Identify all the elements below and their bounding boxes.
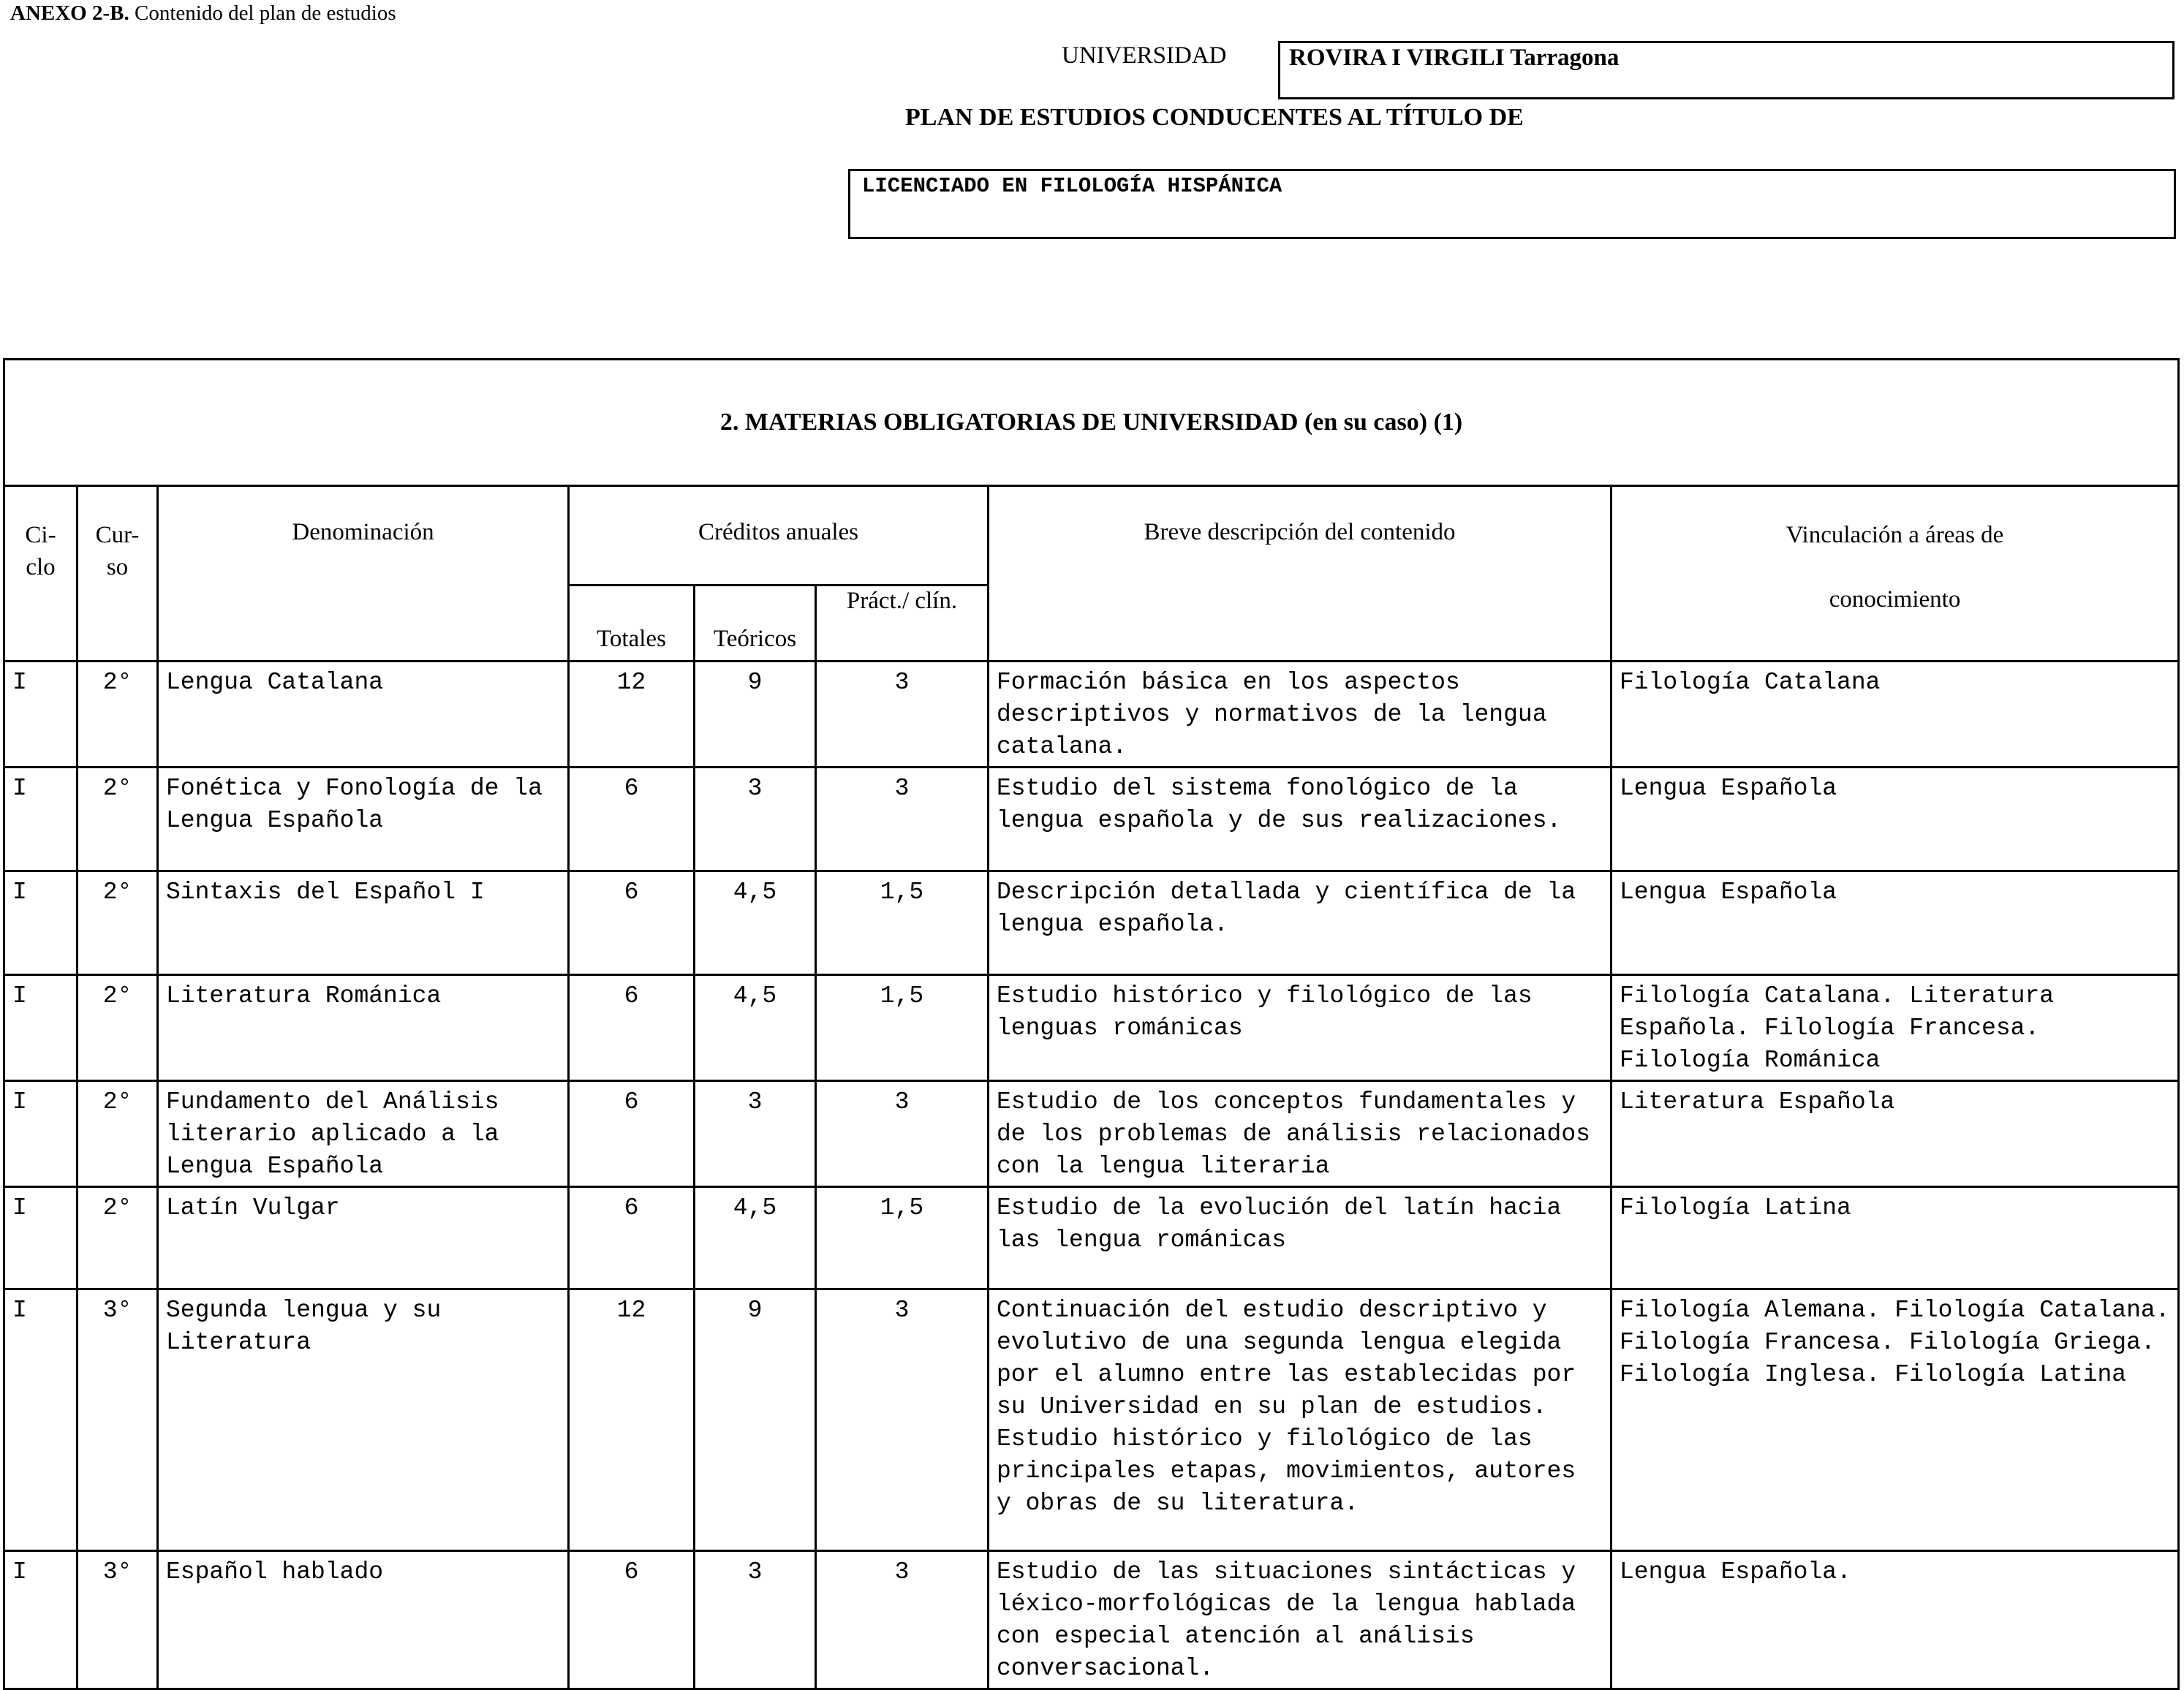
teoricos-cell: 4,5: [695, 975, 816, 1081]
plan-label: PLAN DE ESTUDIOS CONDUCENTES AL TÍTULO DE: [905, 104, 1524, 131]
curso-cell: 2°: [78, 662, 158, 768]
annex-title: Contenido del plan de estudios: [134, 1, 396, 25]
curso-cell: 2°: [78, 871, 158, 975]
denominacion-cell: Fonética y Fonología de la Lengua Española: [158, 768, 569, 871]
vinculacion-line-2: conocimiento: [1829, 586, 1961, 613]
curso-cell: 2°: [78, 1081, 158, 1187]
column-header-totales: Totales: [569, 586, 695, 662]
ciclo-cell: I: [4, 1081, 78, 1187]
denominacion-cell: Lengua Catalana: [158, 662, 569, 768]
totales-cell: 6: [569, 975, 695, 1081]
teoricos-cell: 9: [695, 1289, 816, 1551]
totales-cell: 6: [569, 768, 695, 871]
column-header-ciclo: Ci- clo: [4, 486, 78, 662]
totales-cell: 12: [569, 662, 695, 768]
teoricos-cell: 3: [695, 768, 816, 871]
totales-cell: 6: [569, 1081, 695, 1187]
practicos-cell: 1,5: [816, 975, 989, 1081]
descripcion-cell: Estudio histórico y filológico de las lenguas románicas: [989, 975, 1611, 1081]
vinculacion-cell: Lengua Española: [1611, 768, 2179, 871]
descripcion-cell: Estudio de los conceptos fundamentales y de los problemas de análisis relacionados con la lengua literaria: [989, 1081, 1611, 1187]
practicos-cell: 3: [816, 1289, 989, 1551]
descripcion-cell: Descripción detallada y científica de la lengua española.: [989, 871, 1611, 975]
descripcion-cell: Estudio del sistema fonológico de la lengua española y de sus realizaciones.: [989, 768, 1611, 871]
descripcion-cell: Formación básica en los aspectos descriptivos y normativos de la lengua catalana.: [989, 662, 1611, 768]
practicos-cell: 1,5: [816, 1187, 989, 1289]
vinculacion-cell: Lengua Española.: [1611, 1551, 2179, 1689]
degree-name: LICENCIADO EN FILOLOGÍA HISPÁNICA: [862, 174, 1282, 198]
materias-table: [3, 358, 2180, 1690]
column-header-practicos: Práct./ clín.: [816, 586, 989, 662]
ciclo-cell: I: [4, 1289, 78, 1551]
column-header-curso: Cur- so: [78, 486, 158, 662]
university-name: ROVIRA I VIRGILI Tarragona: [1289, 45, 1620, 71]
ciclo-cell: I: [4, 768, 78, 871]
column-header-denominacion: Denominación: [158, 486, 569, 662]
descripcion-cell: Estudio de la evolución del latín hacia las lengua románicas: [989, 1187, 1611, 1289]
vinculacion-cell: Lengua Española: [1611, 871, 2179, 975]
ciclo-cell: I: [4, 871, 78, 975]
column-header-teoricos: Teóricos: [695, 586, 816, 662]
vinculacion-cell: Filología Catalana. Literatura Española. Filología Francesa. Filología Románica: [1611, 975, 2179, 1081]
practicos-cell: 3: [816, 1551, 989, 1689]
denominacion-cell: Literatura Románica: [158, 975, 569, 1081]
annex-number: ANEXO 2-B.: [10, 1, 129, 25]
vinculacion-line-1: Vinculación a áreas de: [1786, 522, 2004, 548]
university-box: [1278, 41, 2174, 99]
curso-cell: 2°: [78, 768, 158, 871]
practicos-cell: 3: [816, 1081, 989, 1187]
totales-cell: 6: [569, 871, 695, 975]
university-label: UNIVERSIDAD: [1062, 42, 1227, 69]
table-row: [4, 1187, 2179, 1289]
table-row: [4, 975, 2179, 1081]
curso-cell: 2°: [78, 1187, 158, 1289]
teoricos-cell: 3: [695, 1551, 816, 1689]
totales-cell: 6: [569, 1187, 695, 1289]
table-row: [4, 1081, 2179, 1187]
table-row: [4, 1289, 2179, 1551]
degree-box: [848, 169, 2176, 239]
vinculacion-cell: Filología Latina: [1611, 1187, 2179, 1289]
column-header-vinculacion: [1611, 486, 2179, 662]
teoricos-cell: 3: [695, 1081, 816, 1187]
teoricos-cell: 4,5: [695, 871, 816, 975]
denominacion-cell: Segunda lengua y su Literatura: [158, 1289, 569, 1551]
ciclo-cell: I: [4, 975, 78, 1081]
descripcion-cell: Estudio de las situaciones sintácticas y léxico-morfológicas de la lengua hablada con especial atención al análisis conversacional.: [989, 1551, 1611, 1689]
practicos-cell: 3: [816, 662, 989, 768]
annex-heading: [10, 1, 396, 26]
vinculacion-cell: Literatura Española: [1611, 1081, 2179, 1187]
ciclo-cell: I: [4, 1187, 78, 1289]
practicos-cell: 1,5: [816, 871, 989, 975]
column-header-descripcion: Breve descripción del contenido: [989, 486, 1611, 662]
section-title: 2. MATERIAS OBLIGATORIAS DE UNIVERSIDAD (en su caso) (1): [4, 360, 2179, 486]
denominacion-cell: Sintaxis del Español I: [158, 871, 569, 975]
ciclo-cell: I: [4, 1551, 78, 1689]
table-row: [4, 662, 2179, 768]
practicos-cell: 3: [816, 768, 989, 871]
table-row: [4, 768, 2179, 871]
curso-cell: 3°: [78, 1551, 158, 1689]
denominacion-cell: Fundamento del Análisis literario aplicado a la Lengua Española: [158, 1081, 569, 1187]
denominacion-cell: Latín Vulgar: [158, 1187, 569, 1289]
totales-cell: 6: [569, 1551, 695, 1689]
curso-cell: 2°: [78, 975, 158, 1081]
vinculacion-cell: Filología Alemana. Filología Catalana. Filología Francesa. Filología Griega. Filología Inglesa. Filología Latina: [1611, 1289, 2179, 1551]
teoricos-cell: 4,5: [695, 1187, 816, 1289]
denominacion-cell: Español hablado: [158, 1551, 569, 1689]
descripcion-cell: Continuación del estudio descriptivo y evolutivo de una segunda lengua elegida por el alumno entre las establecidas por su Universidad en su plan de estudios. Estudio histórico y filológico de las principales etapas, movimientos, autores y obras de su literatura.: [989, 1289, 1611, 1551]
ciclo-cell: I: [4, 662, 78, 768]
totales-cell: 12: [569, 1289, 695, 1551]
curso-cell: 3°: [78, 1289, 158, 1551]
column-header-creditos: Créditos anuales: [569, 486, 989, 586]
teoricos-cell: 9: [695, 662, 816, 768]
table-row: [4, 871, 2179, 975]
vinculacion-cell: Filología Catalana: [1611, 662, 2179, 768]
table-row: [4, 1551, 2179, 1689]
